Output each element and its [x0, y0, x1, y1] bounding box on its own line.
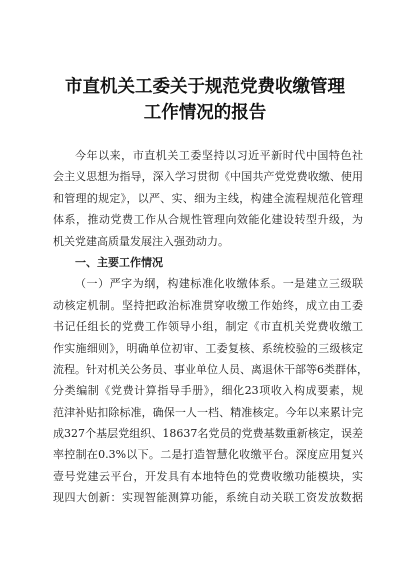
section-line-6: 分类编制《党费计算指导手册》，细化23项收入构成要素，规: [53, 384, 363, 398]
intro-paragraph: [53, 145, 363, 252]
section-paragraph: [53, 273, 368, 508]
intro-line-2: 会主义思想为指导，深入学习贯彻《中国共产党党费收缴、使用: [53, 170, 363, 184]
section-line-4: 作实施细则》，明确单位初审、工委复核、系统校验的三级核定: [53, 341, 363, 355]
section-line-9: 率控制在0.3%以下。二是打造智慧化收缴平台。深度应用复兴: [53, 448, 363, 462]
section-line-5: 流程。针对机关公务员、事业单位人员、离退休干部等6类群体，: [53, 362, 368, 376]
document-body: [53, 145, 368, 509]
section-line-7: 范津补贴扣除标准，确保一人一档、精准核定。今年以来累计完: [53, 405, 363, 419]
section-line-2: 动核定机制。坚持把政治标准贯穿收缴工作始终，成立由工委: [53, 298, 363, 312]
section-line-11: 现四大创新：实现智能测算功能，系统自动关联工资发放数据: [53, 491, 363, 505]
intro-line-4: 体系，推动党费工作从合规性管理向效能化建设转型升级，为: [53, 213, 363, 227]
document-title: [20, 74, 390, 126]
section-heading: 一、主要工作情况: [75, 255, 163, 269]
intro-line-3: 和管理的规定》，以严、实、细为主线，构建全流程规范化管理: [53, 191, 363, 205]
intro-line-5: 机关党建高质量发展注入强劲动力。: [53, 234, 229, 248]
section-line-8: 成327个基层党组织、18637名党员的党费基数重新核定，误差: [53, 427, 363, 441]
title-line-2: 工作情况的报告: [143, 103, 267, 123]
intro-line-1: 今年以来，市直机关工委坚持以习近平新时代中国特色社: [75, 149, 363, 162]
section-line-10: 壹号党建云平台，开发具有本地特色的党费收缴功能模块，实: [53, 469, 363, 483]
title-line-1: 市直机关工委关于规范党费收缴管理: [65, 77, 345, 97]
section-line-3: 书记任组长的党费工作领导小组，制定《市直机关党费收缴工: [53, 320, 363, 334]
section-line-1: （一）严字为纲，构建标准化收缴体系。一是建立三级联: [75, 277, 363, 291]
